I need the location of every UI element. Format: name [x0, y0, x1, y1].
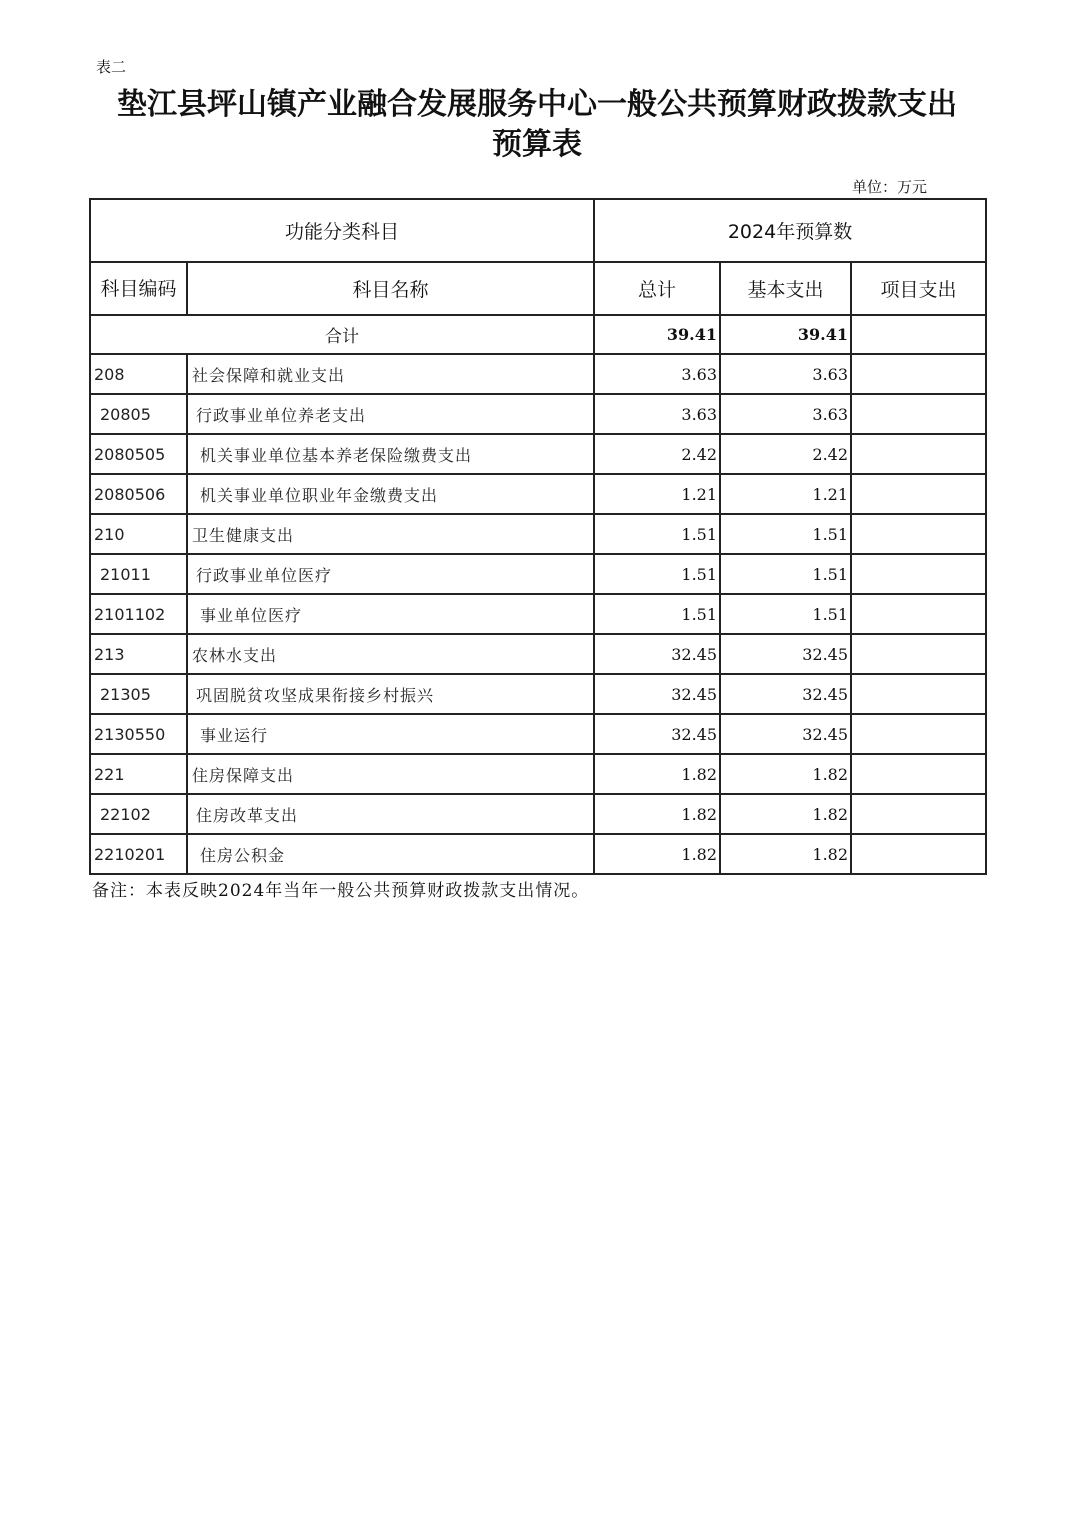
total-row-project: [851, 315, 986, 354]
subject-name-cell: 卫生健康支出: [187, 514, 594, 554]
table-row: [90, 354, 986, 394]
basic-expenditure-cell: 1.82: [720, 754, 851, 794]
basic-expenditure-cell: 1.51: [720, 554, 851, 594]
basic-expenditure-cell: 32.45: [720, 674, 851, 714]
basic-expenditure-cell: 32.45: [720, 634, 851, 674]
basic-expenditure-header: 基本支出: [720, 262, 851, 315]
project-expenditure-cell: [851, 354, 986, 394]
subject-code-cell: 208: [90, 354, 187, 394]
project-expenditure-cell: [851, 794, 986, 834]
footnote: 备注：本表反映2024年当年一般公共预算财政拨款支出情况。: [92, 881, 590, 901]
project-expenditure-cell: [851, 434, 986, 474]
budget-table: [89, 198, 987, 875]
subject-code-cell: 20805: [90, 394, 187, 434]
project-expenditure-cell: [851, 514, 986, 554]
subject-name-cell: 巩固脱贫攻坚成果衔接乡村振兴: [187, 674, 594, 714]
total-header: 总计: [594, 262, 720, 315]
subject-code-cell: 21305: [90, 674, 187, 714]
project-expenditure-cell: [851, 754, 986, 794]
table-row: [90, 474, 986, 514]
table-row: [90, 434, 986, 474]
subject-name-cell: 事业运行: [187, 714, 594, 754]
subject-code-cell: 22102: [90, 794, 187, 834]
total-cell: 1.21: [594, 474, 720, 514]
table-row: [90, 754, 986, 794]
project-expenditure-header: 项目支出: [851, 262, 986, 315]
subject-name-cell: 住房改革支出: [187, 794, 594, 834]
total-row: [90, 315, 986, 354]
total-cell: 32.45: [594, 714, 720, 754]
table-row: [90, 514, 986, 554]
table-row: [90, 834, 986, 874]
total-cell: 32.45: [594, 674, 720, 714]
table-label: 表二: [96, 58, 127, 76]
project-expenditure-cell: [851, 474, 986, 514]
table-row: [90, 714, 986, 754]
subject-code-header: 科目编码: [90, 262, 187, 315]
table-row: [90, 634, 986, 674]
table-row: [90, 794, 986, 834]
total-cell: 32.45: [594, 634, 720, 674]
functional-category-header: 功能分类科目: [90, 199, 594, 262]
total-cell: 1.82: [594, 834, 720, 874]
basic-expenditure-cell: 3.63: [720, 354, 851, 394]
total-cell: 1.51: [594, 554, 720, 594]
subject-name-cell: 住房保障支出: [187, 754, 594, 794]
subject-name-cell: 事业单位医疗: [187, 594, 594, 634]
subject-name-cell: 机关事业单位职业年金缴费支出: [187, 474, 594, 514]
basic-expenditure-cell: 1.51: [720, 514, 851, 554]
total-cell: 1.51: [594, 514, 720, 554]
basic-expenditure-cell: 32.45: [720, 714, 851, 754]
subject-code-cell: 210: [90, 514, 187, 554]
total-cell: 1.51: [594, 594, 720, 634]
subject-code-cell: 2080506: [90, 474, 187, 514]
subject-name-cell: 住房公积金: [187, 834, 594, 874]
subject-name-cell: 行政事业单位医疗: [187, 554, 594, 594]
project-expenditure-cell: [851, 834, 986, 874]
project-expenditure-cell: [851, 394, 986, 434]
basic-expenditure-cell: 2.42: [720, 434, 851, 474]
subject-code-cell: 2130550: [90, 714, 187, 754]
total-cell: 3.63: [594, 394, 720, 434]
project-expenditure-cell: [851, 714, 986, 754]
table-row: [90, 594, 986, 634]
page-title: 垫江县坪山镇产业融合发展服务中心一般公共预算财政拨款支出: [117, 87, 957, 122]
project-expenditure-cell: [851, 554, 986, 594]
basic-expenditure-cell: 1.82: [720, 794, 851, 834]
subject-name-cell: 行政事业单位养老支出: [187, 394, 594, 434]
basic-expenditure-cell: 1.51: [720, 594, 851, 634]
subject-name-cell: 机关事业单位基本养老保险缴费支出: [187, 434, 594, 474]
subject-name-cell: 农林水支出: [187, 634, 594, 674]
project-expenditure-cell: [851, 634, 986, 674]
table-row: [90, 554, 986, 594]
subject-code-cell: 2210201: [90, 834, 187, 874]
total-row-total: 39.41: [594, 315, 720, 354]
subject-code-cell: 21011: [90, 554, 187, 594]
project-expenditure-cell: [851, 594, 986, 634]
table-row: [90, 674, 986, 714]
subject-code-cell: 2080505: [90, 434, 187, 474]
page-title-continued: 预算表: [492, 127, 582, 162]
subject-name-cell: 社会保障和就业支出: [187, 354, 594, 394]
project-expenditure-cell: [851, 674, 986, 714]
total-row-basic: 39.41: [720, 315, 851, 354]
total-cell: 1.82: [594, 794, 720, 834]
budget-year-header: 2024年预算数: [594, 199, 986, 262]
total-row-label: 合计: [90, 315, 594, 354]
total-cell: 3.63: [594, 354, 720, 394]
total-cell: 2.42: [594, 434, 720, 474]
basic-expenditure-cell: 1.21: [720, 474, 851, 514]
unit-label: 单位：万元: [852, 178, 928, 196]
basic-expenditure-cell: 3.63: [720, 394, 851, 434]
subject-name-header: 科目名称: [187, 262, 594, 315]
subject-code-cell: 2101102: [90, 594, 187, 634]
subject-code-cell: 213: [90, 634, 187, 674]
table-row: [90, 394, 986, 434]
total-cell: 1.82: [594, 754, 720, 794]
basic-expenditure-cell: 1.82: [720, 834, 851, 874]
subject-code-cell: 221: [90, 754, 187, 794]
